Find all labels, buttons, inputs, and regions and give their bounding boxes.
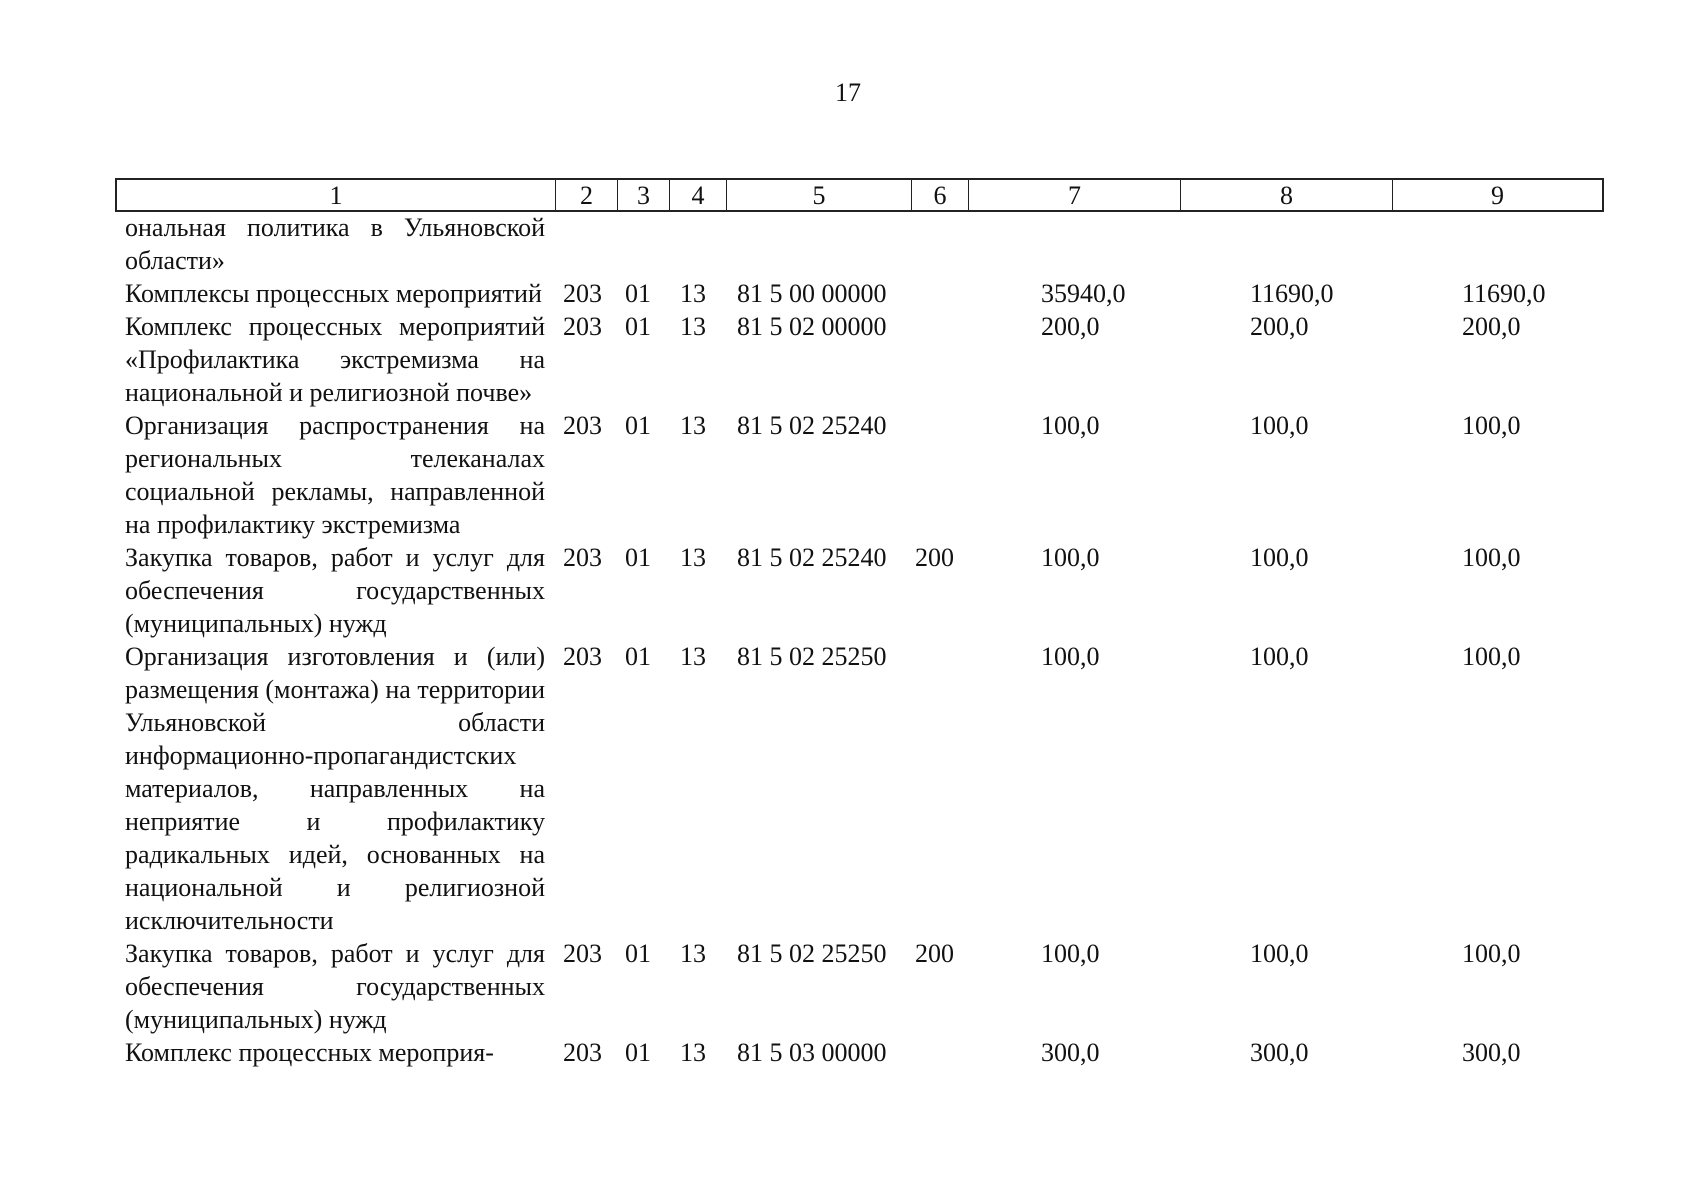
- row-c4: 13: [680, 543, 706, 572]
- row-c5: 81 5 02 00000: [737, 312, 887, 341]
- row-c5: 81 5 02 25240: [737, 543, 887, 572]
- table-row: [115, 310, 1605, 409]
- row-c7: 100,0: [1041, 411, 1100, 440]
- row-c2: 203: [563, 939, 602, 968]
- row-c7: [966, 211, 1178, 277]
- row-c2: 203: [563, 642, 602, 671]
- row-name: Закупка товаров, работ и услуг для обеспечения государственных (муниципальных) нужд: [125, 543, 545, 638]
- row-name: Закупка товаров, работ и услуг для обеспечения государственных (муниципальных) нужд: [125, 939, 545, 1034]
- row-c2: 203: [563, 1038, 602, 1067]
- header-cell-6: 6: [911, 180, 968, 210]
- row-c9: [1390, 211, 1600, 277]
- row-c9: 200,0: [1462, 312, 1521, 341]
- row-c7: 300,0: [1041, 1038, 1100, 1067]
- row-c5: 81 5 03 00000: [737, 1038, 887, 1067]
- header-cell-2: 2: [555, 180, 617, 210]
- row-c3: 01: [625, 543, 651, 572]
- row-c4: 13: [680, 1038, 706, 1067]
- row-c6: [909, 1036, 966, 1069]
- row-c6: 200: [915, 543, 954, 572]
- header-cell-3: 3: [617, 180, 669, 210]
- row-c9: 100,0: [1462, 939, 1521, 968]
- row-c3: 01: [625, 642, 651, 671]
- row-c6: [909, 640, 966, 937]
- row-name: Организация изготовления и (или) размещения (монтажа) на территории Ульяновской области информационно-пропагандистских материалов, направленных на неприятие и профилактику радикальных идей, основанных на национальной и религиозной исключительности: [125, 642, 545, 935]
- row-c6: [909, 277, 966, 310]
- row-c3: 01: [625, 1038, 651, 1067]
- header-cell-5: 5: [726, 180, 911, 210]
- row-c5: [724, 211, 909, 277]
- header-cell-8: 8: [1180, 180, 1392, 210]
- row-name: Комплексы процессных мероприятий: [125, 279, 542, 308]
- table-body: [115, 211, 1605, 1069]
- page-number: 17: [835, 78, 861, 107]
- table-row: [115, 937, 1605, 1036]
- row-c4: 13: [680, 279, 706, 308]
- header-cell-7: 7: [968, 180, 1180, 210]
- row-c5: 81 5 02 25250: [737, 642, 887, 671]
- row-c8: 100,0: [1250, 543, 1309, 572]
- row-c7: 35940,0: [1041, 279, 1126, 308]
- row-c7: 100,0: [1041, 939, 1100, 968]
- row-c6: [909, 409, 966, 541]
- row-c4: [667, 211, 724, 277]
- row-c8: 100,0: [1250, 939, 1309, 968]
- row-c6: [909, 211, 966, 277]
- row-c3: 01: [625, 411, 651, 440]
- row-c5: 81 5 02 25240: [737, 411, 887, 440]
- row-c4: 13: [680, 312, 706, 341]
- row-c3: 01: [625, 312, 651, 341]
- row-c9: 11690,0: [1462, 279, 1546, 308]
- row-c5: 81 5 02 25250: [737, 939, 887, 968]
- row-c8: 200,0: [1250, 312, 1309, 341]
- row-c8: 100,0: [1250, 642, 1309, 671]
- row-c2: [553, 211, 615, 277]
- table-row: [115, 211, 1605, 277]
- row-name: Комплекс процессных мероприя-: [125, 1038, 494, 1067]
- table-row: [115, 1036, 1605, 1069]
- row-name: Организация распространения на региональных телеканалах социальной рекламы, направленной на профилактику экстремизма: [125, 411, 545, 539]
- row-c3: 01: [625, 279, 651, 308]
- row-c2: 203: [563, 543, 602, 572]
- table-row: [115, 541, 1605, 640]
- row-c9: 100,0: [1462, 543, 1521, 572]
- row-name: ональная политика в Ульяновской области»: [125, 213, 545, 275]
- header-cell-9: 9: [1392, 180, 1602, 210]
- row-c7: 100,0: [1041, 642, 1100, 671]
- row-c4: 13: [680, 939, 706, 968]
- row-c5: 81 5 00 00000: [737, 279, 887, 308]
- row-c9: 100,0: [1462, 411, 1521, 440]
- header-cell-1: 1: [329, 181, 343, 210]
- row-name: Комплекс процессных мероприятий «Профилактика экстремизма на национальной и религиозной почве»: [125, 312, 545, 407]
- row-c8: [1178, 211, 1390, 277]
- row-c2: 203: [563, 411, 602, 440]
- row-c8: 100,0: [1250, 411, 1309, 440]
- row-c4: 13: [680, 411, 706, 440]
- table-row: [115, 409, 1605, 541]
- row-c9: 100,0: [1462, 642, 1521, 671]
- row-c2: 203: [563, 279, 602, 308]
- row-c6: 200: [915, 939, 954, 968]
- row-c6: [909, 310, 966, 409]
- header-cell-4: 4: [669, 180, 726, 210]
- row-c3: [615, 211, 667, 277]
- row-c8: 11690,0: [1250, 279, 1334, 308]
- row-c7: 100,0: [1041, 543, 1100, 572]
- table-row: [115, 640, 1605, 937]
- table-row: [115, 277, 1605, 310]
- row-c8: 300,0: [1250, 1038, 1309, 1067]
- row-c3: 01: [625, 939, 651, 968]
- table-header: [115, 178, 1604, 212]
- row-c7: 200,0: [1041, 312, 1100, 341]
- row-c4: 13: [680, 642, 706, 671]
- row-c2: 203: [563, 312, 602, 341]
- row-c9: 300,0: [1462, 1038, 1521, 1067]
